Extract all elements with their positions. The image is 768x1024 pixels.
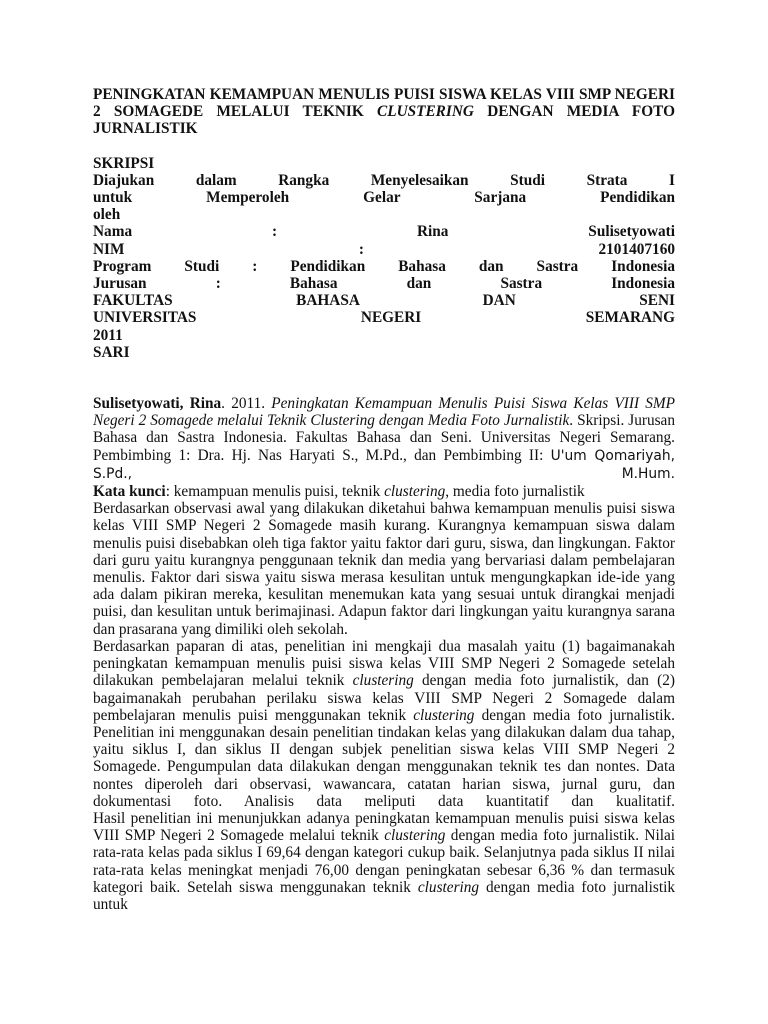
p2-part-b: dengan media foto jurnalistik, dan (2) bagaimanakah perubahan perilaku siswa kelas VIII SMP Negeri 2 Somagede dalam pembelajaran menulis puisi menggunakan teknik [93, 672, 675, 724]
p4-part-a: Hasil penelitian ini menunjukkan adanya peningkatan kemampuan menulis puisi siswa kelas VIII SMP Negeri 2 Somagede melalui teknik [93, 809, 675, 845]
p4-italic-1: clustering [384, 827, 446, 845]
p4-part-c: dengan media foto jurnalistik untuk [93, 878, 676, 913]
paragraph-3: Penelitian ini menggunakan desain penelitian tindakan kelas yang dilakukan dalam dua tahap, yaitu siklus I, dan siklus II dengan subjek penelitian siswa kelas VIII SMP Negeri 2 Somagede. Pengumpulan data dilakukan dengan menggunakan teknik tes dan nontes. Data nontes diperoleh dari observasi, wawancara, catatan harian siswa, jurnal guru, dan dokumentasi foto. Analisis data meliputi data kuantitatif dan kualitatif. [93, 723, 675, 810]
prodi-line: Program Studi : Pendidikan Bahasa dan Sastra Indonesia [93, 257, 675, 275]
paragraph-1: Berdasarkan observasi awal yang dilakukan diketahui bahwa kemampuan menulis puisi siswa kelas VIII SMP Negeri 2 Somagede masih kurang. Kurangnya kemampuan siswa dalam menulis puisi disebabkan oleh tiga faktor yaitu faktor dari guru, siswa, dan lingkungan. Faktor dari guru yaitu kurangnya penggunaan teknik dan media yang bervariasi dalam pembelajaran menulis. Faktor dari siswa yaitu siswa merasa kesulitan untuk mengungkapkan ide-ide yang ada dalam pikiran mereka, kesulitan menemukan kata yang sesuai untuk dirangkai menjadi puisi, dan kesulitan untuk berimajinasi. Adapun faktor dari lingkungan yaitu kurangnya sarana dan prasarana yang dimiliki oleh sekolah. [93, 500, 675, 638]
oleh-line: oleh [93, 206, 121, 224]
citation-year: . 2011. [221, 395, 266, 413]
citation-author: Sulisetyowati, Rina [93, 395, 222, 413]
citation-pembimbing-2: U'um Qomariyah, S.Pd., M.Hum. [93, 447, 675, 482]
p2-italic-2: clustering [413, 706, 475, 724]
title-rest: DENGAN MEDIA FOTO JURNALISTIK [93, 103, 675, 138]
p2-part-c: dengan media foto jurnalistik. [481, 706, 675, 724]
p2-part-a: Berdasarkan paparan di atas, penelitian ini mengkaji dua masalah yaitu (1) bagaimanakah peningkatan kemampuan menulis puisi siswa kelas VIII SMP Negeri 2 Somagede setelah dilakukan pembelajaran melalui teknik [93, 637, 675, 690]
year-line: 2011 [93, 326, 123, 344]
p4-part-b: dengan media foto jurnalistik. Nilai rata-rata kelas pada siklus I 69,64 dengan kategori cukup baik. Selanjutnya pada siklus II nilai rata-rata kelas meningkat menjadi 76,00 dengan peningkatan sebesar 6,36 % dan termasuk kategori baik. Setelah siswa menggunakan teknik [93, 827, 675, 896]
citation [93, 395, 675, 483]
universitas-line: UNIVERSITAS NEGERI SEMARANG [93, 309, 675, 327]
document-title [93, 86, 675, 138]
front-matter [93, 155, 675, 361]
fakultas-line: FAKULTAS BAHASA DAN SENI [93, 292, 675, 310]
diajukan-line: Diajukan dalam Rangka Menyelesaikan Studi Strata I [93, 171, 675, 189]
memperoleh-line: untuk Memperoleh Gelar Sarjana Pendidikan [93, 189, 675, 207]
paragraph-2 [93, 638, 675, 724]
citation-title: Peningkatan Kemampuan Menulis Puisi Siswa Kelas VIII SMP Negeri 2 Somagede melalui Teknik Clustering dengan Media Foto Jurnalistik [93, 395, 676, 430]
sari-heading: SARI [93, 343, 130, 361]
document-page [93, 86, 675, 913]
keywords [93, 483, 675, 500]
citation-details: . Skripsi. Jurusan Bahasa dan Sastra Indonesia. Fakultas Bahasa dan Seni. Universitas Negeri Semarang. Pembimbing 1: Dra. Hj. Nas Haryati S., M.Pd., dan Pembimbing II: [93, 412, 675, 464]
keywords-post: , media foto jurnalistik [445, 483, 585, 501]
p2-italic-1: clustering [352, 672, 414, 690]
jurusan-line: Jurusan : Bahasa dan Sastra Indonesia [93, 275, 675, 293]
title-italic-term: CLUSTERING [377, 103, 474, 121]
nama-line: Nama : Rina Sulisetyowati [93, 223, 675, 241]
abstract-body [93, 395, 675, 913]
nim-line: NIM : 2101407160 [93, 240, 675, 258]
keywords-label: Kata kunci [93, 483, 166, 501]
title-text: PENINGKATAN KEMAMPUAN MENULIS PUISI SISWA KELAS VIII SMP NEGERI 2 SOMAGEDE MELALUI TEKNIK [93, 86, 675, 121]
p4-italic-2: clustering [417, 878, 480, 896]
paragraph-4 [93, 810, 675, 913]
keywords-pre: : kemampuan menulis puisi, teknik [165, 483, 381, 501]
skripsi-label: SKRIPSI [93, 154, 155, 172]
keywords-italic: clustering [384, 483, 446, 501]
